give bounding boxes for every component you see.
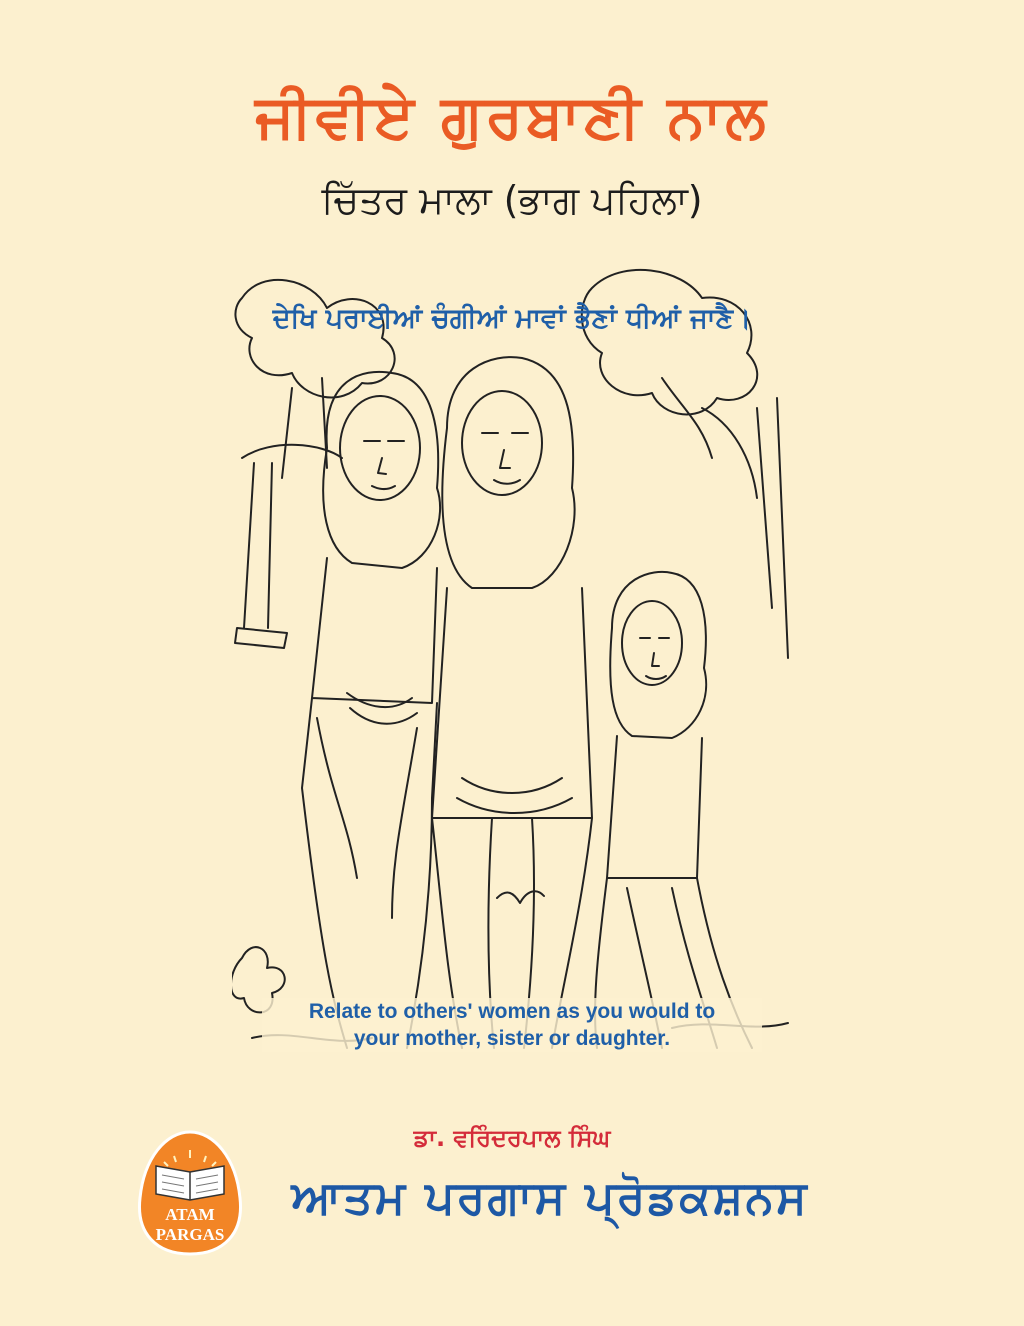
publisher-name: ਆਤਮ ਪਰਗਾਸ ਪ੍ਰੋਡਕਸ਼ਨਸ — [291, 1170, 809, 1224]
logo-text-atam: ATAM — [165, 1205, 215, 1224]
three-women-line-drawing — [232, 258, 792, 1058]
scripture-quote-english — [262, 998, 762, 1052]
quote-english-line-2: your mother, sister or daughter. — [353, 1027, 671, 1050]
book-subtitle: ਚਿੱਤਰ ਮਾਲਾ (ਭਾਗ ਪਹਿਲਾ) — [321, 178, 703, 222]
quote-english-line-1: Relate to others' women as you would to — [308, 1000, 716, 1023]
author-name: ਡਾ. ਵਰਿੰਦਰਪਾਲ ਸਿੰਘ — [413, 1124, 611, 1152]
book-title: ਜੀਵੀਏ ਗੁਰਬਾਣੀ ਨਾਲ — [255, 82, 769, 152]
scripture-quote-punjabi: ਦੇਖਿ ਪਰਾਈਆਂ ਚੰਗੀਆਂ ਮਾਵਾਂ ਭੈਣਾਂ ਧੀਆਂ ਜਾਣੈ। — [272, 303, 752, 334]
logo-text-pargas: PARGAS — [155, 1225, 225, 1244]
